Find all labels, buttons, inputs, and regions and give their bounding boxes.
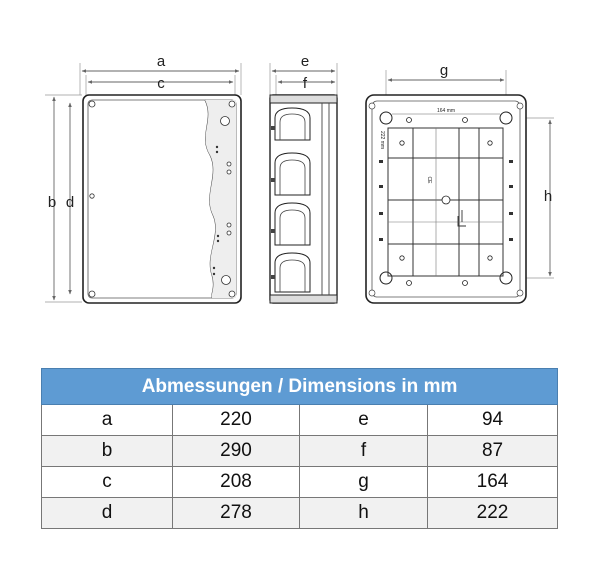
- side-view: [270, 53, 337, 303]
- dimension-value: 94: [428, 405, 558, 436]
- dimension-label-d: d: [65, 194, 75, 211]
- dimension-label-b: b: [47, 194, 57, 211]
- dimension-key: e: [300, 405, 428, 436]
- dimension-key: f: [300, 436, 428, 467]
- table-row: [42, 498, 558, 529]
- dimension-label-a: a: [156, 53, 166, 70]
- dimension-label-f: f: [302, 75, 308, 92]
- dimension-value: 290: [173, 436, 300, 467]
- dimensions-table: [41, 368, 558, 529]
- dimension-label-g: g: [439, 62, 449, 79]
- dimension-value: 278: [173, 498, 300, 529]
- table-row: [42, 467, 558, 498]
- back-side-mark: 222 mm: [379, 130, 385, 150]
- dimension-key: a: [42, 405, 173, 436]
- front-view: [45, 53, 241, 303]
- dimension-value: 220: [173, 405, 300, 436]
- dimension-key: g: [300, 467, 428, 498]
- dimension-value: 208: [173, 467, 300, 498]
- table-row: [42, 405, 558, 436]
- table-title: Abmessungen / Dimensions in mm: [42, 369, 558, 405]
- dimension-value: 222: [428, 498, 558, 529]
- dimension-key: d: [42, 498, 173, 529]
- dimension-label-h: h: [543, 188, 553, 205]
- table-row: [42, 436, 558, 467]
- dimension-label-e: e: [300, 53, 310, 70]
- dimension-value: 87: [428, 436, 558, 467]
- dimension-key: c: [42, 467, 173, 498]
- dimension-label-c: c: [157, 75, 165, 92]
- ce-mark: CE: [426, 176, 432, 184]
- back-view: [366, 62, 554, 303]
- dimension-value: 164: [428, 467, 558, 498]
- dimension-key: b: [42, 436, 173, 467]
- back-width-mark: 164 mm: [436, 108, 456, 114]
- dimension-key: h: [300, 498, 428, 529]
